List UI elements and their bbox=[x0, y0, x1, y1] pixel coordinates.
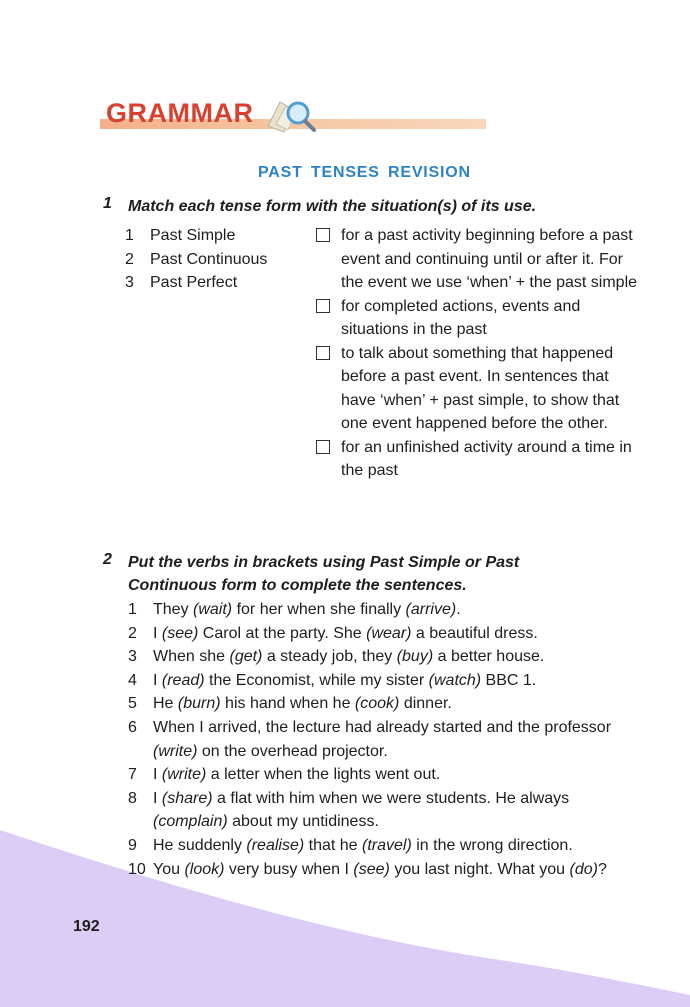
sentence-fragment: I bbox=[153, 671, 162, 689]
sentence-fragment: for her when she finally bbox=[232, 601, 406, 618]
answer-checkbox[interactable] bbox=[316, 440, 330, 454]
sentence-number: 4 bbox=[128, 671, 137, 689]
sentence-item bbox=[128, 858, 648, 882]
sentence-fragment: a steady job, they bbox=[262, 648, 397, 666]
verb-prompt: (see) bbox=[353, 860, 390, 878]
verb-prompt: (travel) bbox=[362, 836, 412, 854]
verb-prompt: (buy) bbox=[396, 648, 434, 666]
sentence-text bbox=[153, 601, 461, 618]
sentence-fragment: He bbox=[153, 695, 178, 713]
sentence-number: 8 bbox=[128, 789, 137, 807]
sentence-item bbox=[128, 763, 648, 787]
header-title: GRAMMAR bbox=[106, 98, 254, 128]
verb-prompt: (complain) bbox=[153, 813, 228, 831]
sentence-fragment: I bbox=[153, 766, 162, 784]
sentence-text bbox=[153, 719, 611, 760]
sentence-fragment: a better house. bbox=[433, 648, 545, 666]
sentence-fragment: a beautiful dress. bbox=[411, 624, 538, 642]
option-text: to talk about something that happened before a past event. In sentences that have ‘when’ + past simple, to show that one event happened before the other. bbox=[341, 344, 620, 432]
sentence-fragment: that he bbox=[304, 836, 363, 854]
sentence-fragment: ? bbox=[597, 860, 607, 878]
option-text: for completed actions, events and situations in the past bbox=[341, 297, 581, 338]
verb-prompt: (see) bbox=[161, 624, 199, 642]
option-item bbox=[316, 342, 646, 436]
sentence-fragment: a letter when the lights went out. bbox=[206, 766, 441, 784]
verb-prompt: (burn) bbox=[177, 695, 221, 713]
sentence-text bbox=[153, 625, 538, 642]
exercise-1-number: 1 bbox=[103, 195, 112, 212]
verb-prompt: (watch) bbox=[428, 671, 482, 689]
verb-prompt: (share) bbox=[161, 789, 213, 807]
list-item: 3 Past Perfect bbox=[125, 274, 238, 291]
option-item bbox=[316, 436, 646, 483]
sentence-text bbox=[153, 861, 607, 878]
list-item: 1 Past Simple bbox=[125, 227, 236, 244]
verb-prompt: (arrive) bbox=[405, 601, 457, 618]
sentence-number: 1 bbox=[128, 601, 137, 618]
sentence-fragment: He suddenly bbox=[153, 836, 247, 854]
sentence-fragment: They bbox=[153, 601, 194, 618]
answer-checkbox[interactable] bbox=[316, 346, 330, 360]
sentence-number: 2 bbox=[128, 624, 137, 642]
exercise-1-instruction: Match each tense form with the situation(s) of its use. bbox=[128, 198, 537, 215]
section-subtitle: PAST TENSES REVISION bbox=[258, 164, 471, 181]
sentence-number: 7 bbox=[128, 766, 137, 784]
sentence-fragment: You bbox=[153, 860, 185, 878]
sentence-fragment: his hand when he bbox=[220, 695, 355, 713]
sentence-fragment: When she bbox=[153, 648, 230, 666]
sentence-fragment: BBC 1. bbox=[481, 671, 537, 689]
sentence-number: 5 bbox=[128, 695, 137, 713]
sentence-item bbox=[128, 692, 648, 716]
sentence-fragment: a flat with him when we were students. He always bbox=[212, 789, 570, 807]
verb-prompt: (get) bbox=[229, 648, 263, 666]
verb-prompt: (wear) bbox=[366, 624, 412, 642]
sentence-number: 6 bbox=[128, 718, 137, 736]
sentence-fragment: you last night. What you bbox=[389, 860, 570, 878]
page-number: 192 bbox=[73, 918, 100, 935]
sentence-fragment: Carol at the party. She bbox=[198, 624, 367, 642]
sentence-fragment: When I arrived, the lecture had already started and the professor bbox=[153, 718, 612, 736]
verb-prompt: (write) bbox=[161, 766, 207, 784]
option-text: for an unfinished activity around a time in the past bbox=[341, 438, 632, 479]
sentence-fragment: very busy when I bbox=[224, 860, 354, 878]
option-item bbox=[316, 295, 646, 342]
sentence-fragment: I bbox=[153, 789, 162, 807]
answer-checkbox[interactable] bbox=[316, 228, 330, 242]
sentence-fragment: about my untidiness. bbox=[227, 813, 379, 831]
verb-prompt: (look) bbox=[184, 860, 225, 878]
sentence-text bbox=[153, 672, 536, 689]
sentence-number: 10 bbox=[128, 860, 146, 878]
sentence-fragment: in the wrong direction. bbox=[411, 836, 573, 854]
magnifier-icon bbox=[260, 96, 318, 136]
sentence-fragment: dinner. bbox=[399, 695, 452, 713]
exercise-2-number: 2 bbox=[103, 551, 112, 568]
verb-prompt: (wait) bbox=[193, 601, 233, 618]
sentence-fragment: the Economist, while my sister bbox=[204, 671, 429, 689]
sentence-list bbox=[128, 598, 648, 881]
answer-checkbox[interactable] bbox=[316, 299, 330, 313]
sentence-text bbox=[153, 790, 569, 831]
verb-prompt: (do) bbox=[569, 860, 598, 878]
sentence-number: 3 bbox=[128, 648, 137, 666]
sentence-number: 9 bbox=[128, 836, 137, 854]
sentence-item bbox=[128, 622, 648, 646]
situation-options bbox=[316, 224, 646, 483]
grammar-header bbox=[100, 96, 490, 138]
sentence-fragment: I bbox=[153, 624, 162, 642]
list-item: 2 Past Continuous bbox=[125, 250, 268, 268]
option-text: for a past activity beginning before a past event and continuing until or after it. For the event we use ‘when’ + the past simple bbox=[341, 227, 638, 291]
sentence-item bbox=[128, 787, 648, 834]
sentence-text bbox=[153, 766, 440, 783]
sentence-item bbox=[128, 645, 648, 669]
sentence-text bbox=[153, 695, 452, 712]
sentence-text bbox=[153, 648, 544, 665]
tense-list bbox=[125, 224, 267, 295]
sentence-item bbox=[128, 669, 648, 693]
sentence-item bbox=[128, 834, 648, 858]
option-item bbox=[316, 224, 646, 295]
verb-prompt: (read) bbox=[161, 671, 205, 689]
sentence-item bbox=[128, 716, 648, 763]
verb-prompt: (realise) bbox=[246, 836, 305, 854]
verb-prompt: (cook) bbox=[354, 695, 400, 713]
sentence-text bbox=[153, 837, 573, 854]
sentence-item bbox=[128, 598, 648, 622]
verb-prompt: (write) bbox=[153, 742, 198, 760]
exercise-2-instruction: Put the verbs in brackets using Past Simple or Past Continuous form to complete the sentences. bbox=[128, 554, 520, 594]
sentence-fragment: . bbox=[456, 601, 461, 618]
sentence-fragment: on the overhead projector. bbox=[197, 742, 388, 760]
